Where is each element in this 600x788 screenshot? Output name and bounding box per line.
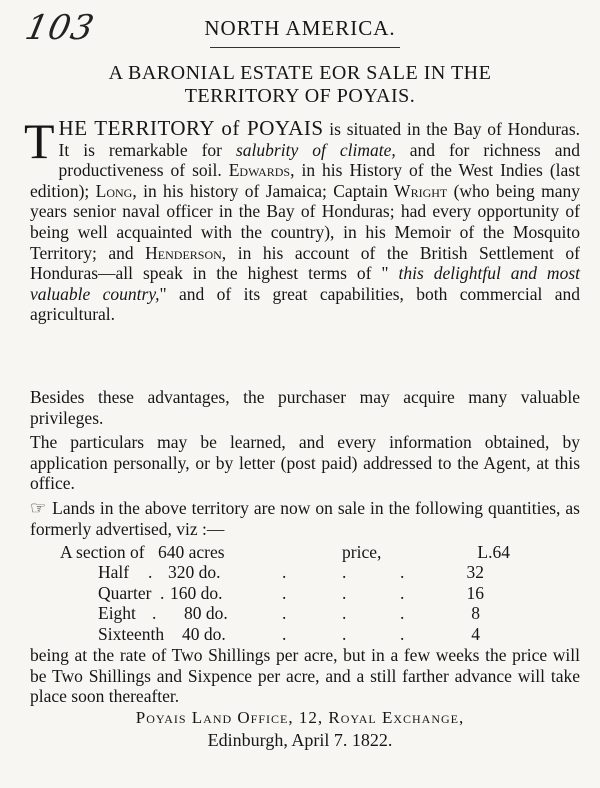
table-row bbox=[60, 603, 510, 623]
lands-paragraph bbox=[30, 498, 580, 539]
table-row bbox=[60, 624, 510, 644]
leader-dot: . bbox=[400, 603, 405, 624]
pointing-hand-icon: ☞ bbox=[30, 498, 47, 518]
lead-text-5: (who being many years senior naval officer in the Bay of Honduras; had every opportunity of being well acquainted with the country), in his Memoir of the Mosquito Territory; and bbox=[30, 180, 581, 263]
lead-italic-1: salubrity of climate, bbox=[236, 139, 396, 160]
lead-paragraph bbox=[24, 113, 581, 325]
row-label: Sixteenth bbox=[98, 623, 165, 644]
row-price: 32 bbox=[466, 562, 484, 583]
advert-title bbox=[20, 62, 580, 108]
lead-text-7: " and of its great capabilities, both commercial and agricultural. bbox=[30, 283, 580, 325]
advert-title-line1: A BARONIAL ESTATE EOR SALE IN THE bbox=[108, 62, 492, 84]
row-price: L.64 bbox=[477, 542, 510, 562]
lead-text-2: and for richness and productiveness of soil. bbox=[58, 139, 580, 181]
row-label: Half bbox=[98, 562, 130, 583]
leader-dot: . bbox=[152, 603, 157, 624]
leader-dot: . bbox=[342, 562, 347, 583]
dateline: Edinburgh, April 7. 1822. bbox=[207, 730, 393, 750]
headline-rule bbox=[210, 47, 400, 48]
rate-paragraph: being at the rate of Two Shillings per acre, but in a few weeks the price will be Two Shillings and Sixpence per acre, and a still farther advance will take place soon thereafter. bbox=[30, 645, 580, 707]
table-row bbox=[60, 542, 510, 562]
privileges-paragraph: Besides these advantages, the purchaser may acquire many valuable privileges. bbox=[30, 387, 580, 428]
handwritten-page-number: 103 bbox=[21, 8, 99, 48]
table-row bbox=[60, 562, 510, 582]
author-henderson: Henderson bbox=[145, 242, 222, 263]
author-wright: Wright bbox=[394, 180, 448, 201]
lead-italic-2: this delightful and most valuable country, bbox=[30, 263, 580, 304]
row-qty: 80 do. bbox=[184, 603, 228, 624]
author-edwards: Edwards bbox=[228, 160, 291, 181]
lead-text-6: , in his account of the British Settlement of Honduras—all speak in the highest terms of " bbox=[30, 242, 580, 284]
lead-text-1: is situated in the Bay of Honduras. It is remarkable for bbox=[58, 119, 581, 160]
drop-cap: T bbox=[24, 113, 55, 169]
row-price: 16 bbox=[466, 582, 484, 603]
row-price: 8 bbox=[471, 603, 480, 624]
leader-dot: . bbox=[400, 623, 405, 644]
author-long: Long bbox=[95, 180, 133, 201]
price-table bbox=[60, 542, 510, 644]
row-qty: 160 do. bbox=[170, 582, 223, 603]
leader-dot: . bbox=[342, 623, 347, 644]
lead-caps: HE TERRITORY of POYAIS bbox=[58, 116, 324, 140]
section-headline: NORTH AMERICA. bbox=[204, 16, 396, 40]
leader-dot: . bbox=[342, 582, 347, 603]
leader-dot: . bbox=[282, 582, 287, 603]
office-address: Poyais Land Office, 12, Royal Exchange, bbox=[135, 708, 465, 727]
row-extra: price, bbox=[342, 542, 382, 562]
row-qty: 320 do. bbox=[168, 562, 221, 583]
row-price: 4 bbox=[471, 623, 480, 644]
advert-title-line2: TERRITORY OF POYAIS. bbox=[184, 85, 416, 107]
leader-dot: . bbox=[400, 562, 405, 583]
particulars-paragraph: The particulars may be learned, and every information obtained, by application personally, or by letter (post paid) addressed to the Agent, at this office. bbox=[30, 432, 580, 494]
leader-dot: . bbox=[148, 562, 153, 583]
lands-text: Lands in the above territory are now on sale in the following quantities, as formerly advertised, viz :— bbox=[30, 498, 580, 539]
row-qty: 640 acres bbox=[158, 542, 225, 562]
leader-dot: . bbox=[342, 603, 347, 624]
leader-dot: . bbox=[160, 582, 165, 603]
leader-dot: . bbox=[282, 603, 287, 624]
leader-dot: . bbox=[400, 582, 405, 603]
leader-dot: . bbox=[282, 562, 287, 583]
table-row bbox=[60, 583, 510, 603]
row-label: Eight bbox=[98, 603, 136, 624]
lead-text-3: , in his History of the West Indies (last edition); bbox=[30, 160, 580, 201]
row-qty: 40 do. bbox=[182, 623, 226, 644]
row-label: Quarter bbox=[98, 582, 152, 603]
lead-text-4: , in his history of Jamaica; Captain bbox=[132, 180, 395, 201]
leader-dot: . bbox=[282, 623, 287, 644]
row-label: A section of bbox=[60, 542, 145, 562]
